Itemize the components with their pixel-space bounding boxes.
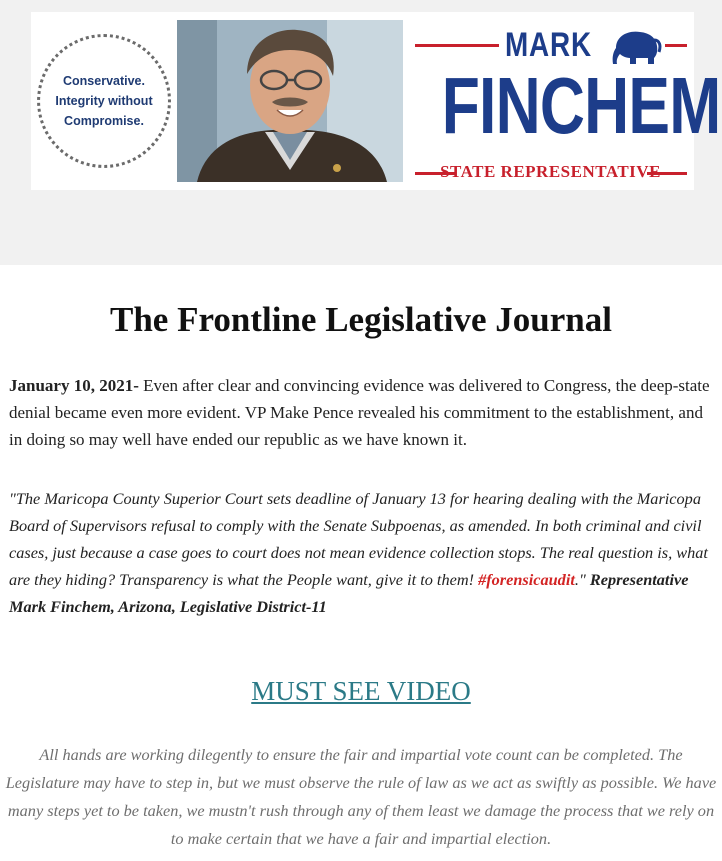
hashtag-link[interactable]: #forensicaudit [478, 570, 575, 589]
journal-title: The Frontline Legislative Journal [110, 300, 612, 339]
must-see-video-link[interactable]: MUST SEE VIDEO [251, 676, 471, 706]
logo-role: STATE REPRESENTATIVE [440, 162, 661, 181]
intro-text: Even after clear and convincing evidence was delivered to Congress, the deep-state denial became even more evident. VP Make Pence revealed his commitment to the establishment, and in doing so may well have ended our republic as we have known it. [9, 376, 710, 449]
portrait-image [177, 20, 403, 182]
campaign-banner [31, 12, 721, 190]
logo-first-name: MARK [505, 26, 592, 64]
date-label: January 10, 2021- [9, 376, 139, 395]
quote-paragraph [9, 485, 715, 620]
slogan-text: Conservative. Integrity without Compromise. [55, 74, 153, 128]
quote-text: "The Maricopa County Superior Court sets deadline of January 13 for hearing dealing with the Maricopa Board of Supervisors refusal to comply with the Senate Subpoenas, as amended. In both criminal and civil cases, just because a case goes to court does not mean evidence collection stops. The real question is, what are they hiding? Transparency is what the People want, give it to them! [9, 489, 708, 589]
slogan-badge [37, 34, 171, 168]
intro-paragraph [9, 372, 715, 453]
signature: Representative Mark Finchem, Arizona, Legislative District-11 [9, 570, 689, 616]
quote-end: ." [574, 570, 590, 589]
logo-rule-left [415, 44, 499, 47]
closing-paragraph: All hands are working dilegently to ensure the fair and impartial vote count can be completed. The Legislature may have to step in, but we must observe the rule of law as we act as swiftly as possible. We have many steps yet to be taken, we mustn't rush through any of them least we damage the process that we rely on to make certain that we have a fair and impartial election. [5, 745, 717, 848]
logo-last-name: FINCHEM [441, 61, 721, 150]
candidate-photo [177, 20, 403, 182]
candidate-logo [407, 12, 721, 190]
logo-rule-right [665, 44, 687, 47]
